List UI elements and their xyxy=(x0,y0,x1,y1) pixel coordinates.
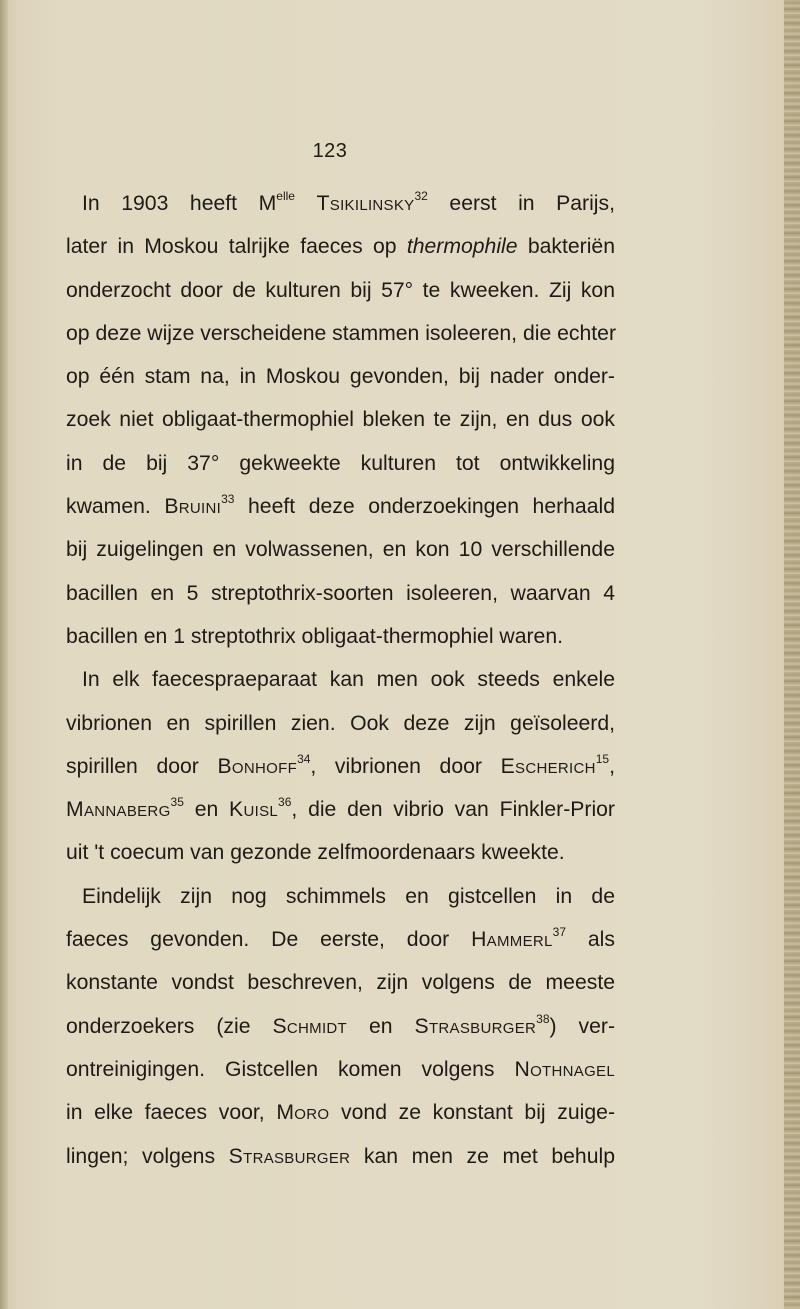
author-name: Mannaberg xyxy=(66,798,171,822)
text-line: In elk faecespraeparaat kan men ook steeds enkele xyxy=(82,668,615,692)
text-line: op één stam na, in Moskou gevonden, bij nader onder- xyxy=(66,365,615,389)
text-line: vibrionen en spirillen zien. Ook deze zijn geïsoleerd, xyxy=(66,711,615,735)
text-line: later in Moskou talrijke faeces op thermophile bakteriën xyxy=(66,235,615,259)
page-edge-stack xyxy=(784,0,800,1309)
author-name: Bonhoff xyxy=(217,754,298,778)
body-text xyxy=(66,182,615,1178)
footnote-ref: 35 xyxy=(170,795,184,810)
author-name: Nothnagel xyxy=(514,1057,615,1081)
footnote-ref: 37 xyxy=(552,924,567,939)
text-line: lingen; volgens Strasburger kan men ze met behulp xyxy=(66,1144,615,1168)
footnote-ref: 36 xyxy=(278,795,292,810)
text-line: bij zuigelingen en volwassenen, en kon 10 verschillende xyxy=(66,538,615,562)
text-line: zoek niet obligaat-thermophiel bleken te zijn, en dus ook xyxy=(66,408,615,432)
author-name: Schmidt xyxy=(272,1014,348,1038)
author-name: Hammerl xyxy=(471,928,553,952)
footnote-ref: 34 xyxy=(297,751,311,766)
author-name: Moro xyxy=(276,1101,330,1125)
footnote-ref: 38 xyxy=(536,1011,550,1026)
text-line: bacillen en 5 streptothrix-soorten isoleeren, waarvan 4 xyxy=(66,581,615,605)
text-line: konstante vondst beschreven, zijn volgens de meeste xyxy=(66,971,615,995)
author-name: Kuisl xyxy=(229,798,279,822)
author-name: Escherich xyxy=(500,754,596,778)
author-name: Tsikilinsky xyxy=(316,192,415,215)
text-line: onderzoekers (zie Schmidt en Strasburger$^{38}$) ver- xyxy=(66,1011,616,1038)
author-name: Bruini xyxy=(164,495,222,519)
text-line: Mannaberg$^{35}$ en Kuisl$^{36}$, die den vibrio van Finkler-Prior xyxy=(66,795,615,822)
text-line: bacillen en 1 streptothrix obligaat-thermophiel waren. xyxy=(66,624,564,648)
text-line: In 1903 heeft $M^{elle}$ Tsikilinsky$^{32}$ eerst in Parijs, xyxy=(82,188,615,215)
text-line: spirillen door Bonhoff$^{34}$, vibrionen door Escherich$^{15}$, xyxy=(66,751,615,778)
author-name: Strasburger xyxy=(414,1014,537,1038)
text-line: op deze wijze verscheidene stammen isoleeren, die echter xyxy=(66,321,616,345)
text-line: in de bij 37° gekweekte kulturen tot ontwikkeling xyxy=(66,451,615,475)
footnote-ref: 15 xyxy=(595,751,610,766)
text-line: in elke faeces voor, Moro vond ze konstant bij zuige- xyxy=(66,1101,615,1125)
italic-term: thermophile xyxy=(406,235,518,259)
footnote-ref: 33 xyxy=(221,492,235,507)
text-line: uit 't coecum van gezonde zelfmoordenaars kweekte. xyxy=(66,841,565,865)
page-number: 123 xyxy=(312,140,348,162)
text-line: ontreinigingen. Gistcellen komen volgens Nothnagel xyxy=(66,1057,615,1081)
text-line: kwamen. Bruini$^{33}$ heeft deze onderzoekingen herhaald xyxy=(66,492,615,519)
author-name: Strasburger xyxy=(228,1144,351,1168)
text-line: Eindelijk zijn nog schimmels en gistcellen in de xyxy=(82,884,615,908)
page-gutter-shadow xyxy=(0,0,8,1309)
footnote-ref: 32 xyxy=(414,188,428,203)
text-line: faeces gevonden. De eerste, door Hammerl$^{37}$ als xyxy=(66,924,615,952)
text-line: onderzocht door de kulturen bij 57° te kweeken. Zij kon xyxy=(66,278,615,302)
